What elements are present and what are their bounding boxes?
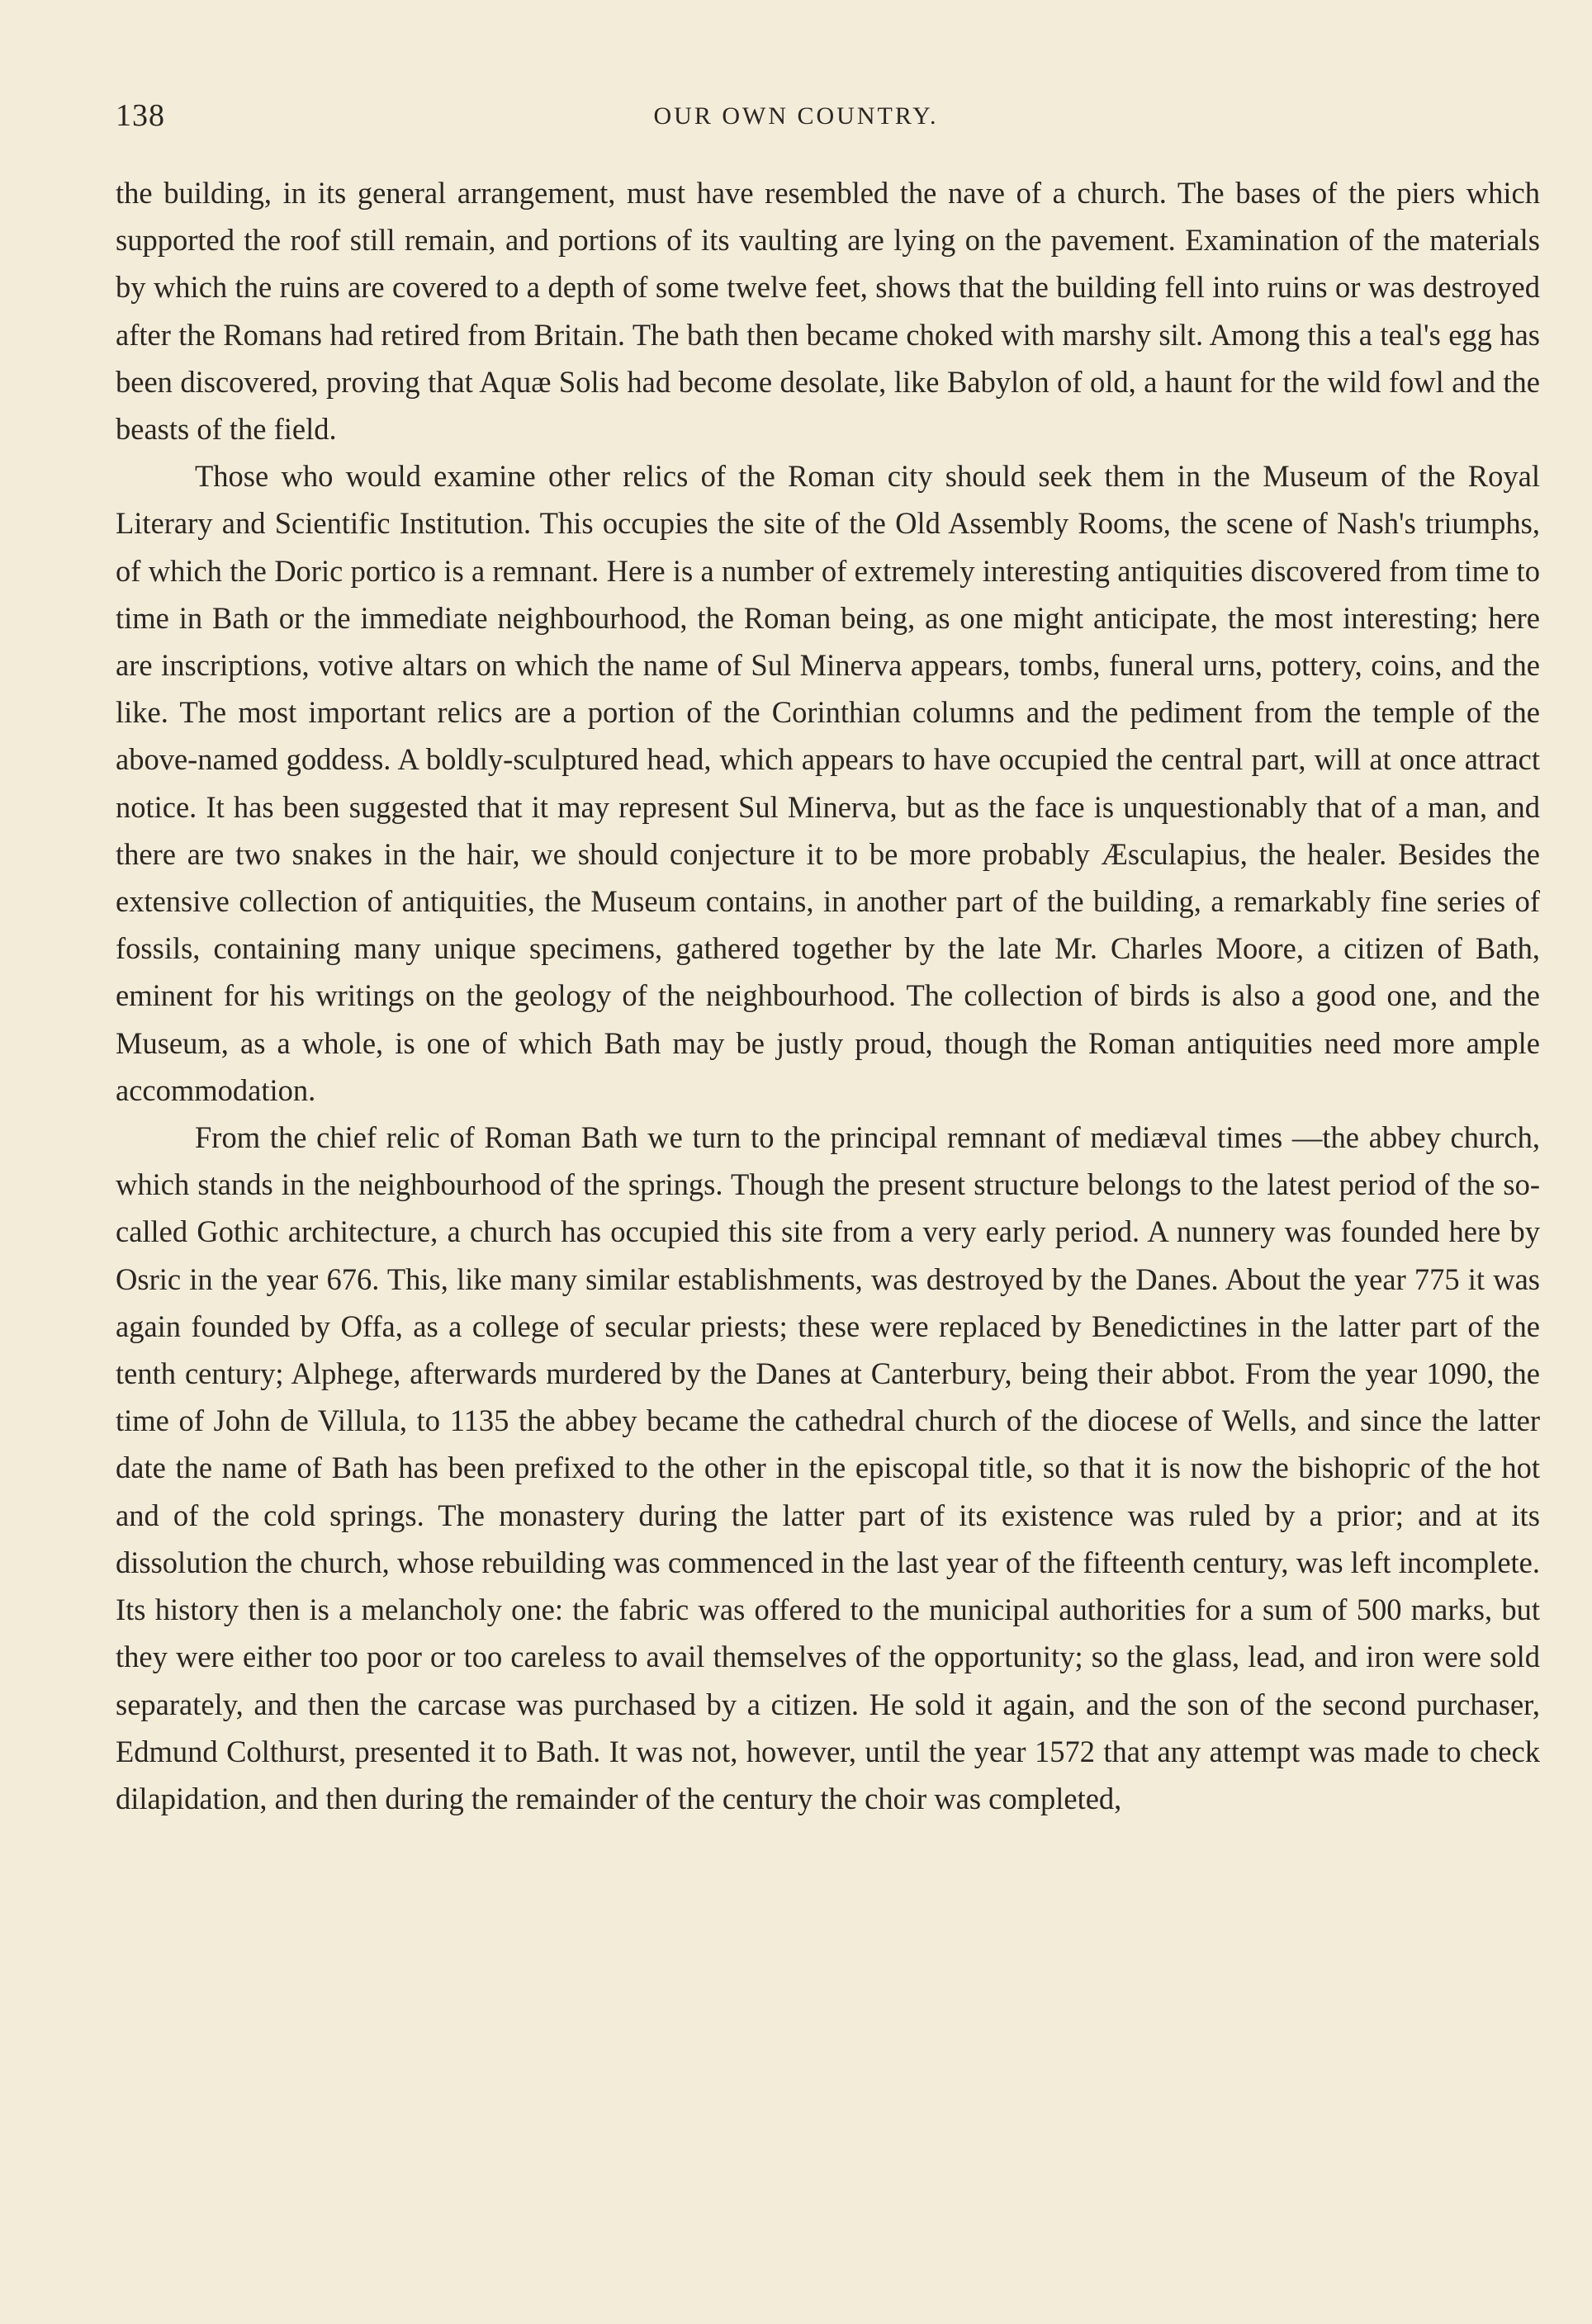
paragraph-continuation: the building, in its general arrangement, must have resembled the nave of a church. The bases of the piers which supported the roof still remain, and portions of its vaulting are lying on the pavement. Examination of the materials by which the ruins are covered to a depth of some twelve feet, shows that the building fell into ruins or was destroyed after the Romans had retired from Britain. The bath then became choked with marshy silt. Among this a teal's egg has been discovered, proving that Aquæ Solis had become desolate, like Babylon of old, a haunt for the wild fowl and the beasts of the field. <box>116 176 1540 447</box>
running-head: OUR OWN COUNTRY. <box>653 102 939 130</box>
paragraph-museum: Those who would examine other relics of the Roman city should seek them in the Museum of the Royal Literary and Scientific Institution. This occupies the site of the Old Assembly Rooms, the scene of Nash's triumphs, of which the Doric portico is a remnant. Here is a number of extremely interesting antiquities discovered from time to time in Bath or the immediate neighbourhood, the Roman being, as one might anticipate, the most interesting; here are inscriptions, votive altars on which the name of Sul Minerva appears, tombs, funeral urns, pottery, coins, and the like. The most important relics are a portion of the Corinthian columns and the pediment from the temple of the above-named goddess. A boldly-sculptured head, which appears to have occupied the central part, will at once attract notice. It has been suggested that it may represent Sul Minerva, but as the face is unquestionably that of a man, and there are two snakes in the hair, we should conjecture it to be more probably Æsculapius, the healer. Besides the extensive collection of antiquities, the Museum contains, in another part of the building, a remarkably fine series of fossils, containing many unique specimens, gathered together by the late Mr. Charles Moore, a citizen of Bath, eminent for his writings on the geology of the neighbourhood. The collection of birds is also a good one, and the Museum, as a whole, is one of which Bath may be justly proud, though the Roman antiquities need more ample accommodation. <box>116 459 1540 1107</box>
page-number: 138 <box>116 98 165 133</box>
body-text <box>116 169 1540 1822</box>
paragraph-abbey: From the chief relic of Roman Bath we turn to the principal remnant of mediæval times —the abbey church, which stands in the neighbourhood of the springs. Though the present structure belongs to the latest period of the so-called Gothic architecture, a church has occupied this site from a very early period. A nunnery was founded here by Osric in the year 676. This, like many similar establishments, was destroyed by the Danes. About the year 775 it was again founded by Offa, as a college of secular priests; these were replaced by Benedictines in the latter part of the tenth century; Alphege, afterwards murdered by the Danes at Canterbury, being their abbot. From the year 1090, the time of John de Villula, to 1135 the abbey became the cathedral church of the diocese of Wells, and since the latter date the name of Bath has been prefixed to the other in the episcopal title, so that it is now the bishopric of the hot and of the cold springs. The monastery during the latter part of its existence was ruled by a prior; and at its dissolution the church, whose rebuilding was commenced in the last year of the fifteenth century, was left incomplete. Its history then is a melancholy one: the fabric was offered to the municipal authorities for a sum of 500 marks, but they were either too poor or too careless to avail themselves of the opportunity; so the glass, lead, and iron were sold separately, and then the carcase was purchased by a citizen. He sold it again, and the son of the second purchaser, Edmund Colthurst, presented it to Bath. It was not, however, until the year 1572 that any attempt was made to check dilapidation, and then during the remainder of the century the choir was completed, <box>116 1120 1540 1815</box>
page-header <box>116 97 1476 147</box>
